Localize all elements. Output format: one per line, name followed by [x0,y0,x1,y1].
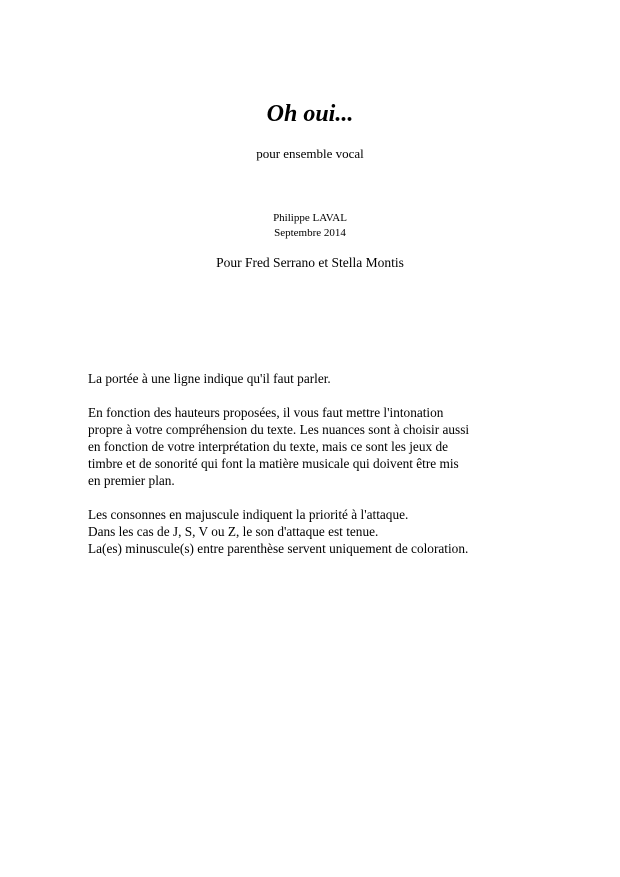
text-line: En fonction des hauteurs proposées, il vous faut mettre l'intonation [88,405,444,420]
performance-notes [88,370,528,574]
text-line: La portée à une ligne indique qu'il faut parler. [88,371,331,386]
text-line: en premier plan. [88,473,175,488]
subtitle: pour ensemble vocal [256,146,364,161]
text-line: timbre et de sonorité qui font la matière musicale qui doivent être mis [88,456,459,471]
paragraph-consonants [88,506,528,557]
text-line: propre à votre compréhension du texte. Les nuances sont à choisir aussi [88,422,470,437]
text-line: Les consonnes en majuscule indiquent la priorité à l'attaque. [88,507,409,522]
paragraph-spoken-staff [88,370,528,387]
dedication: Pour Fred Serrano et Stella Montis [216,255,404,270]
page-title: Oh oui... [266,101,354,127]
paragraph-intonation [88,404,528,489]
text-line: La(es) minuscule(s) entre parenthèse servent uniquement de coloration. [88,541,469,556]
author-name: Philippe LAVAL [273,212,347,224]
text-line: en fonction de votre interprétation du texte, mais ce sont les jeux de [88,439,449,454]
text-line: Dans les cas de J, S, V ou Z, le son d'attaque est tenue. [88,524,379,539]
composition-date: Septembre 2014 [274,227,346,239]
